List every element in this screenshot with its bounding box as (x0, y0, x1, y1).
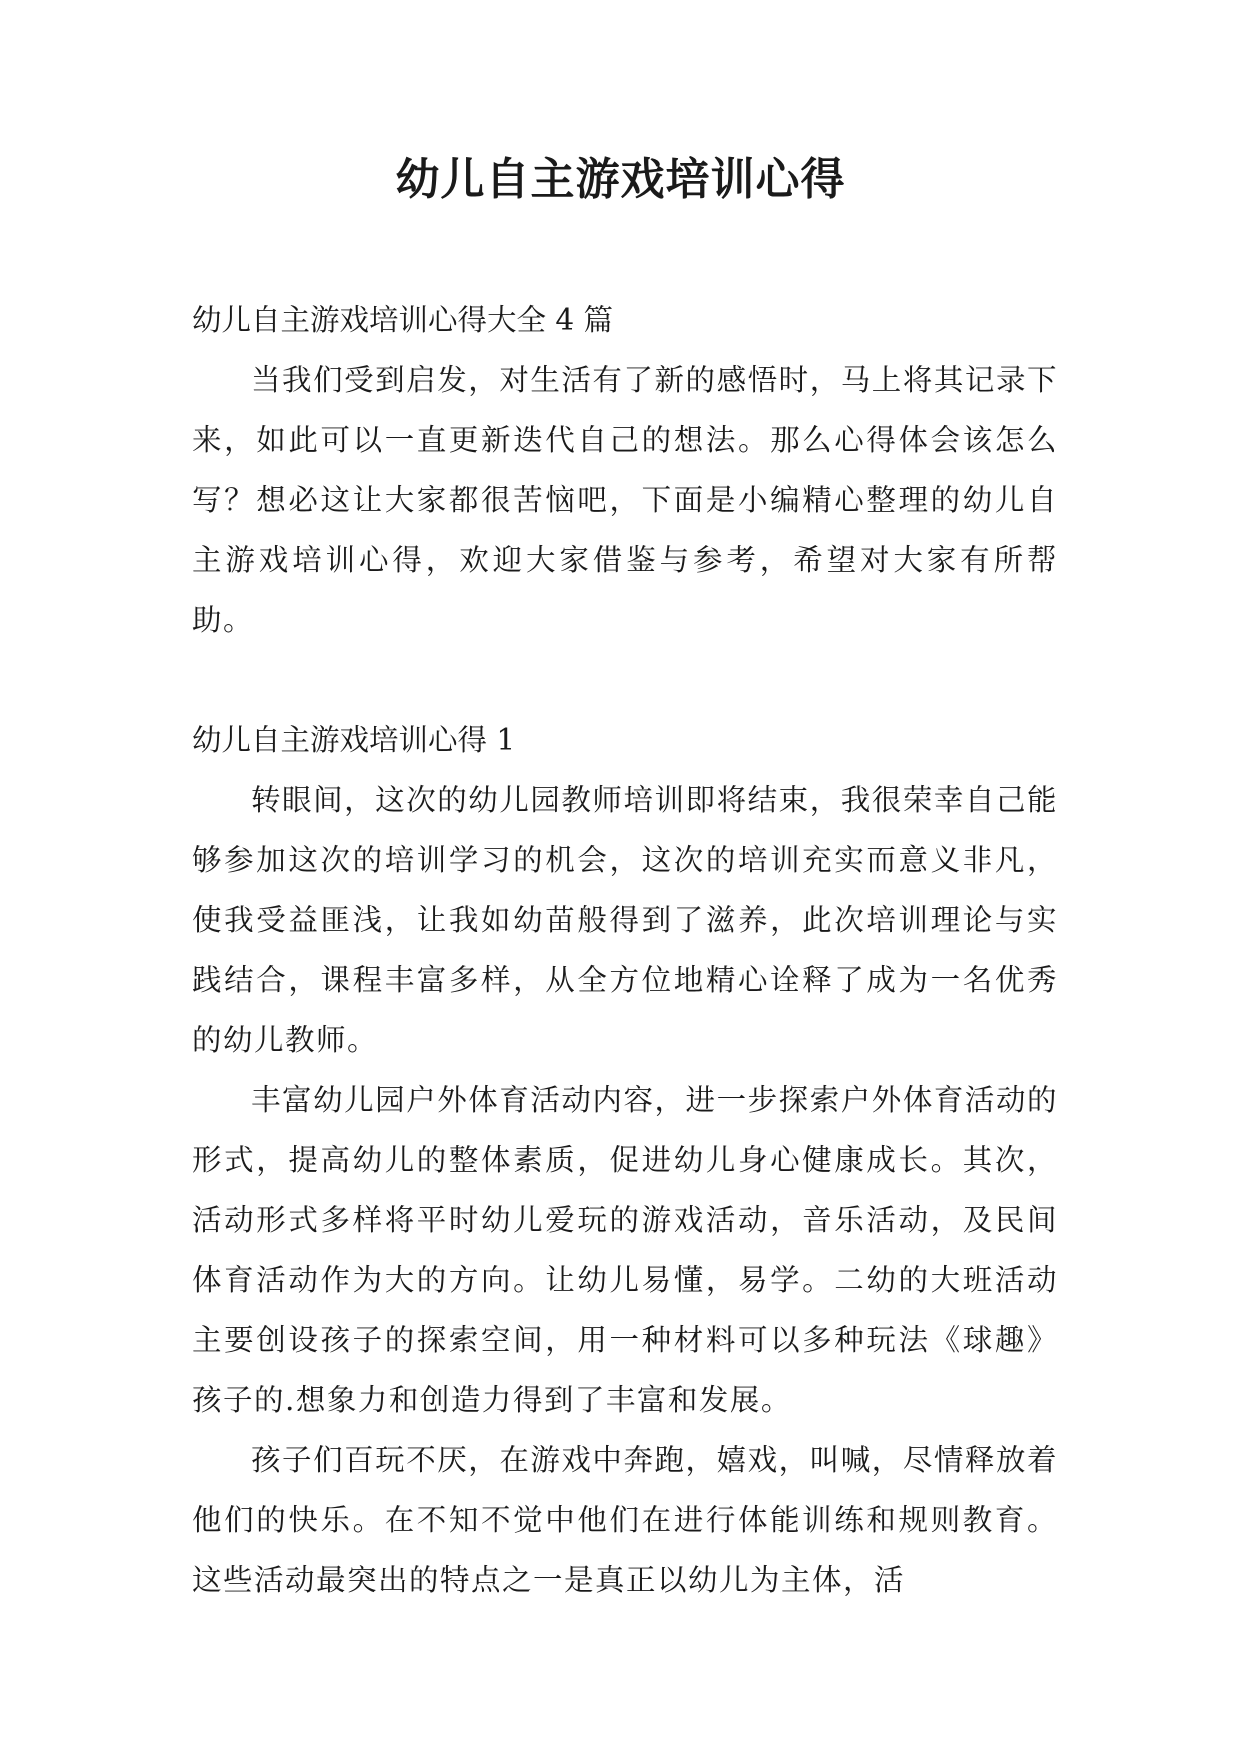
section-heading: 幼儿自主游戏培训心得 1 (192, 723, 516, 757)
body-paragraph: 丰富幼儿园户外体育活动内容，进一步探索户外体育活动的形式，提高幼儿的整体素质，促进幼儿身心健康成长。其次，活动形式多样将平时幼儿爱玩的游戏活动，音乐活动，及民间体育活动作为大的方向。让幼儿易懂，易学。二幼的大班活动主要创设孩子的探索空间，用一种材料可以多种玩法《球趣》孩子的.想象力和创造力得到了丰富和发展。 (192, 1083, 1058, 1417)
body-paragraph: 孩子们百玩不厌，在游戏中奔跑，嬉戏，叫喊，尽情释放着他们的快乐。在不知不觉中他们在进行体能训练和规则教育。这些活动最突出的特点之一是真正以幼儿为主体，活 (192, 1443, 1058, 1597)
document-body (192, 290, 1058, 1610)
document-title: 幼儿自主游戏培训心得 (395, 154, 846, 205)
section-spacer (192, 650, 1058, 710)
intro-heading: 幼儿自主游戏培训心得大全 4 篇 (192, 303, 614, 337)
body-paragraph: 转眼间，这次的幼儿园教师培训即将结束，我很荣幸自己能够参加这次的培训学习的机会，这次的培训充实而意义非凡，使我受益匪浅，让我如幼苗般得到了滋养，此次培训理论与实践结合，课程丰富多样，从全方位地精心诠释了成为一名优秀的幼儿教师。 (192, 783, 1058, 1057)
intro-paragraph: 当我们受到启发，对生活有了新的感悟时，马上将其记录下来，如此可以一直更新迭代自己的想法。那么心得体会该怎么写？想必这让大家都很苦恼吧，下面是小编精心整理的幼儿自主游戏培训心得，欢迎大家借鉴与参考，希望对大家有所帮助。 (192, 363, 1058, 637)
